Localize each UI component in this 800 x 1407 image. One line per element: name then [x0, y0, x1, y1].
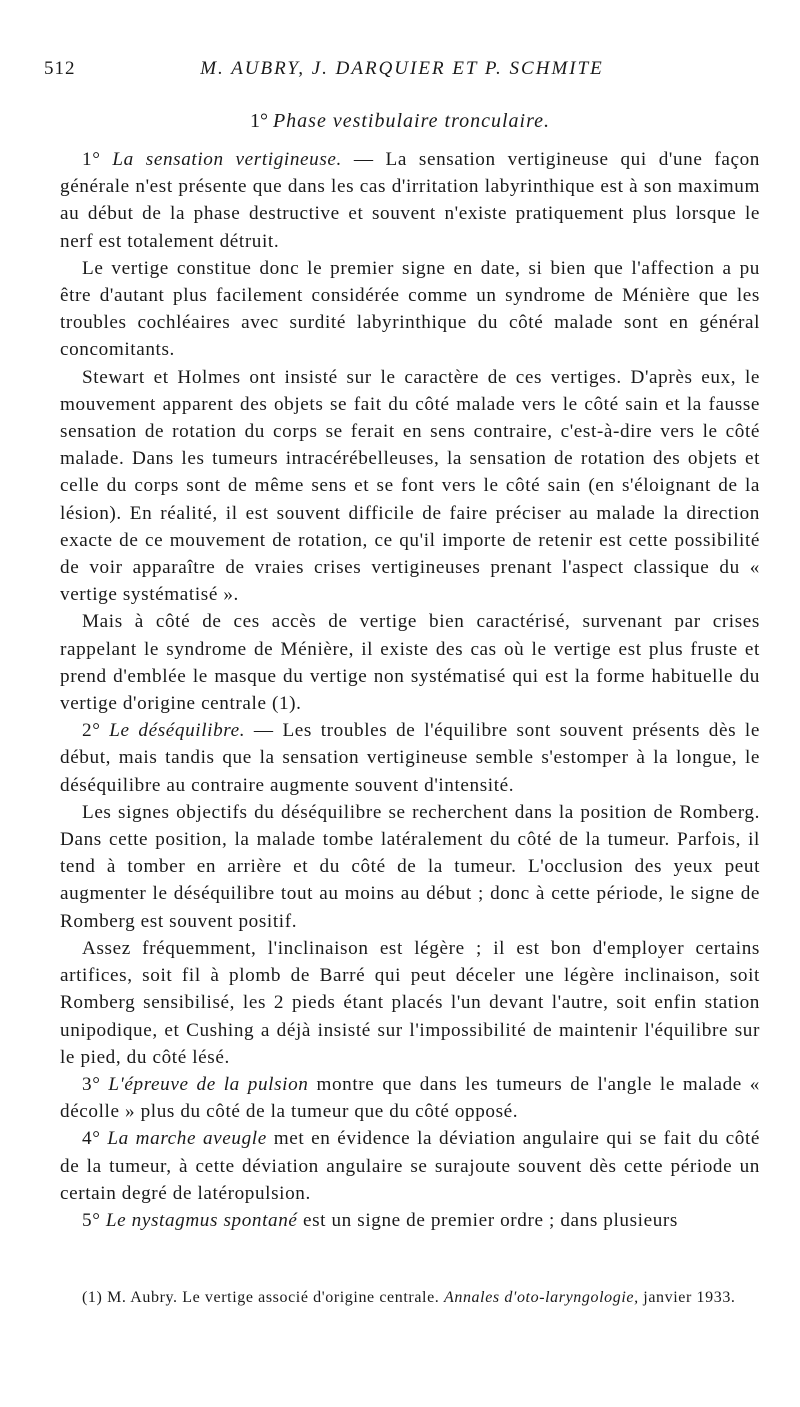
page-header [44, 58, 760, 88]
footnote [60, 1288, 760, 1308]
paragraph-number: 1° [82, 149, 101, 170]
paragraph-text: Assez fréquemment, l'inclinaison est légère ; il est bon d'employer certains artifices, soit fil à plomb de Barré qui peut déceler une légère inclinaison, soit Romberg sensibilisé, les 2 pieds étant placés l'un devant l'autre, soit enfin station unipodique, et Cushing a déjà insisté sur l'impossibilité de maintenir l'équilibre sur le pied, du côté lésé. [60, 937, 760, 1068]
footnote-text: M. Aubry. Le vertige associé d'origine centrale. [102, 1289, 444, 1306]
paragraph-text: Le vertige constitue donc le premier signe en date, si bien que l'affection a pu être d'autant plus facilement considérée comme un syndrome de Ménière que les troubles cochléaires avec surdité labyrinthique du côté malade sont en général concomitants. [60, 257, 760, 361]
paragraph-heading: Le déséquilibre. [109, 720, 246, 742]
paragraph-text: Mais à côté de ces accès de vertige bien caractérisé, survenant par crises rappelant le syndrome de Ménière, il existe des cas où le vertige est plus fruste et prend d'emblée le masque du vertige non systématisé qui est la forme habituelle du vertige d'origine centrale (1). [60, 611, 760, 715]
paragraph [60, 1125, 760, 1207]
paragraph-heading: La sensation vertigineuse. [112, 149, 342, 170]
paragraph-text: — Les troubles de l'équilibre sont souvent présents dès le début, mais tandis que la sensation vertigineuse semble s'estomper à la longue, le déséquilibre au contraire augmente souvent d'intensité. [60, 720, 760, 796]
paragraph-heading: L'épreuve de la pulsion [108, 1073, 309, 1095]
running-title: M. AUBRY, J. DARQUIER ET P. SCHMITE [200, 58, 604, 79]
paragraph-text: Les signes objectifs du déséquilibre se recherchent dans la position de Romberg. Dans cette position, la malade tombe latéralement du côté de la tumeur. Parfois, il tend à tomber en arrière et du côté de la tumeur. L'occlusion des yeux peut augmenter le déséquilibre tout au moins au début ; donc à cette période, le signe de Romberg est souvent positif. [60, 801, 760, 932]
paragraph-number: 3° [82, 1073, 101, 1095]
paragraph-number: 4° [82, 1128, 101, 1150]
paragraph-heading: La marche aveugle [107, 1128, 267, 1150]
footnote-date: janvier 1933. [638, 1289, 736, 1306]
body-text [60, 146, 760, 1234]
paragraph [60, 1207, 760, 1234]
paragraph-text: met en évidence la déviation angulaire qui se fait du côté de la tumeur, à cette déviation angulaire se surajoute souvent dès cette période un certain degré de latéropulsion. [60, 1128, 760, 1204]
paragraph-heading: Le nystagmus spontané [105, 1209, 298, 1231]
paragraph [60, 608, 760, 717]
section-number: 1° [249, 110, 268, 132]
paragraph [60, 364, 760, 609]
page-number: 512 [44, 58, 76, 79]
paragraph-text: est un signe de premier ordre ; dans plusieurs [297, 1209, 678, 1231]
paragraph [60, 799, 760, 935]
paragraph [60, 255, 760, 364]
section-title [0, 110, 800, 133]
footnote-marker: (1) [82, 1289, 103, 1306]
footnote-journal: Annales d'oto-laryngologie, [443, 1289, 639, 1306]
paragraph-text: montre que dans les tumeurs de l'angle le malade « décolle » plus du côté de la tumeur que du côté opposé. [60, 1073, 761, 1123]
paragraph [60, 146, 760, 255]
paragraph-number: 2° [82, 720, 101, 742]
section-title-text: Phase vestibulaire tronculaire. [272, 110, 551, 132]
paragraph [60, 1071, 760, 1125]
paragraph [60, 717, 760, 799]
paragraph-number: 5° [82, 1209, 101, 1231]
paragraph-text: — La sensation vertigineuse qui d'une façon générale n'est présente que dans les cas d'irritation labyrinthique est à son maximum au début de la phase destructive et souvent n'existe pratiquement plus lorsque le nerf est totalement détruit. [60, 149, 760, 252]
paragraph [60, 935, 760, 1071]
paragraph-text: Stewart et Holmes ont insisté sur le caractère de ces vertiges. D'après eux, le mouvement apparent des objets se fait du côté malade vers le côté sain et la fausse sensation de rotation du corps se ferait en sens contraire, c'est-à-dire vers le côté malade. Dans les tumeurs intracérébelleuses, la sensation de rotation des objets et celle du corps sont de même sens et se font vers le côté sain (en s'éloignant de la lésion). En réalité, il est souvent difficile de faire préciser au malade la direction exacte de ce mouvement de rotation, ce qu'il importe de retenir est cette possibilité de voir apparaître de vraies crises vertigineuses prenant l'aspect classique du « vertige systématisé ». [60, 366, 760, 606]
